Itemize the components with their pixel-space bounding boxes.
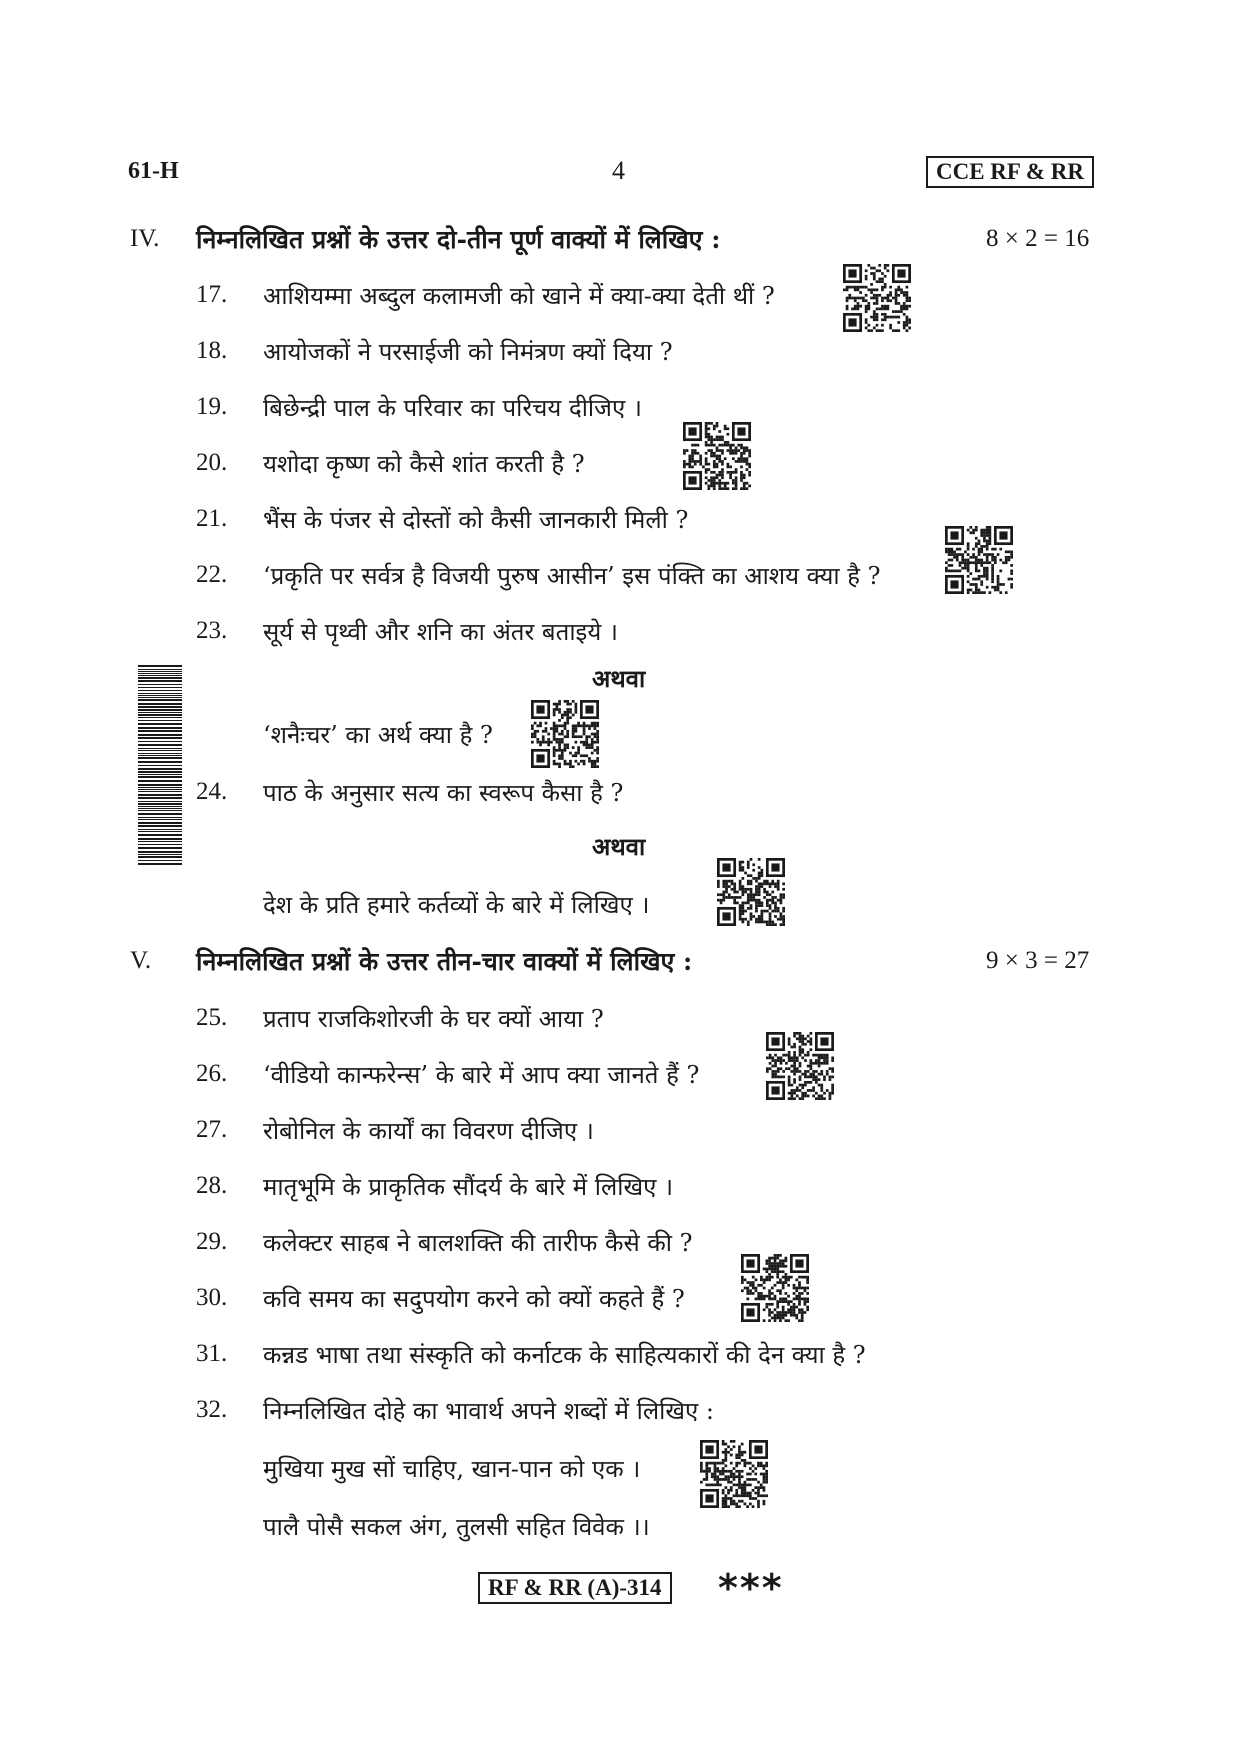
page-number: 4 xyxy=(612,156,625,185)
or-label: अथवा xyxy=(592,664,646,693)
question-number: 24. xyxy=(196,778,228,805)
or-label: अथवा xyxy=(592,832,646,861)
question-text: भैंस के पंजर से दोस्तों को कैसी जानकारी मिली ? xyxy=(263,506,689,534)
question-number: 22. xyxy=(196,561,228,588)
qr-code-icon xyxy=(683,422,751,490)
question-text: कन्नड भाषा तथा संस्कृति को कर्नाटक के साहित्यकारों की देन क्या है ? xyxy=(263,1341,866,1369)
question-number: 20. xyxy=(196,449,228,476)
question-text: निम्नलिखित दोहे का भावार्थ अपने शब्दों में लिखिए : xyxy=(263,1397,714,1425)
section-v-title: निम्नलिखित प्रश्नों के उत्तर तीन-चार वाक्यों में लिखिए : xyxy=(196,947,693,976)
question-text: ‘प्रकृति पर सर्वत्र है विजयी पुरुष आसीन’ इस पंक्ति का आशय क्या है ? xyxy=(263,562,881,590)
question-text: यशोदा कृष्ण को कैसे शांत करती है ? xyxy=(263,450,585,478)
doha-line-1: मुखिया मुख सों चाहिए, खान-पान को एक । xyxy=(263,1455,641,1483)
question-number: 29. xyxy=(196,1228,228,1255)
qr-code-icon xyxy=(741,1254,809,1322)
question-text: आयोजकों ने परसाईजी को निमंत्रण क्यों दिया ? xyxy=(263,338,673,366)
question-text: रोबोनिल के कार्यों का विवरण दीजिए । xyxy=(263,1117,594,1145)
question-number: 28. xyxy=(196,1172,228,1199)
qr-code-icon xyxy=(717,858,785,926)
section-iv-title: निम्नलिखित प्रश्नों के उत्तर दो-तीन पूर्ण वाक्यों में लिखिए : xyxy=(196,225,721,254)
question-number: 23. xyxy=(196,617,228,644)
question-number: 31. xyxy=(196,1340,228,1367)
question-text: कलेक्टर साहब ने बालशक्ति की तारीफ कैसे की ? xyxy=(263,1229,693,1257)
question-text: मातृभूमि के प्राकृतिक सौंदर्य के बारे में लिखिए । xyxy=(263,1173,674,1201)
question-text: सूर्य से पृथ्वी और शनि का अंतर बताइये । xyxy=(263,618,618,646)
qr-code-icon xyxy=(945,526,1013,594)
question-number: 19. xyxy=(196,393,228,420)
doha-line-2: पालै पोसै सकल अंग, तुलसी सहित विवेक ।। xyxy=(263,1513,650,1541)
question-text: बिछेन्द्री पाल के परिवार का परिचय दीजिए । xyxy=(263,394,642,422)
section-v-numeral: V. xyxy=(130,947,152,974)
question-number: 26. xyxy=(196,1060,228,1087)
section-v-marks: 9 × 3 = 27 xyxy=(986,947,1090,974)
question-number: 21. xyxy=(196,505,228,532)
alternate-question-text: ‘शनैःचर’ का अर्थ क्या है ? xyxy=(263,721,493,749)
end-stars: *** xyxy=(718,1566,784,1610)
question-text: आशियम्मा अब्दुल कलामजी को खाने में क्या-क्या देती थीं ? xyxy=(263,282,775,310)
footer-code-box: RF & RR (A)-314 xyxy=(478,1572,672,1604)
question-number: 18. xyxy=(196,337,228,364)
question-number: 25. xyxy=(196,1004,228,1031)
paper-code: 61-H xyxy=(128,158,179,184)
question-text: कवि समय का सदुपयोग करने को क्यों कहते हैं ? xyxy=(263,1285,685,1313)
question-number: 32. xyxy=(196,1396,228,1423)
qr-code-icon xyxy=(766,1032,834,1100)
qr-code-icon xyxy=(531,700,599,768)
question-text: प्रताप राजकिशोरजी के घर क्यों आया ? xyxy=(263,1005,604,1033)
alternate-question-text: देश के प्रति हमारे कर्तव्यों के बारे में लिखिए । xyxy=(263,891,650,919)
question-text: पाठ के अनुसार सत्य का स्वरूप कैसा है ? xyxy=(263,779,624,807)
question-number: 17. xyxy=(196,281,228,308)
barcode-icon xyxy=(138,665,182,865)
qr-code-icon xyxy=(843,264,911,332)
question-text: ‘वीडियो कान्फरेन्स’ के बारे में आप क्या जानते हैं ? xyxy=(263,1061,700,1089)
section-iv-marks: 8 × 2 = 16 xyxy=(986,225,1090,252)
question-number: 30. xyxy=(196,1284,228,1311)
board-box: CCE RF & RR xyxy=(926,156,1094,188)
section-iv-numeral: IV. xyxy=(130,225,160,252)
question-number: 27. xyxy=(196,1116,228,1143)
qr-code-icon xyxy=(700,1440,768,1508)
